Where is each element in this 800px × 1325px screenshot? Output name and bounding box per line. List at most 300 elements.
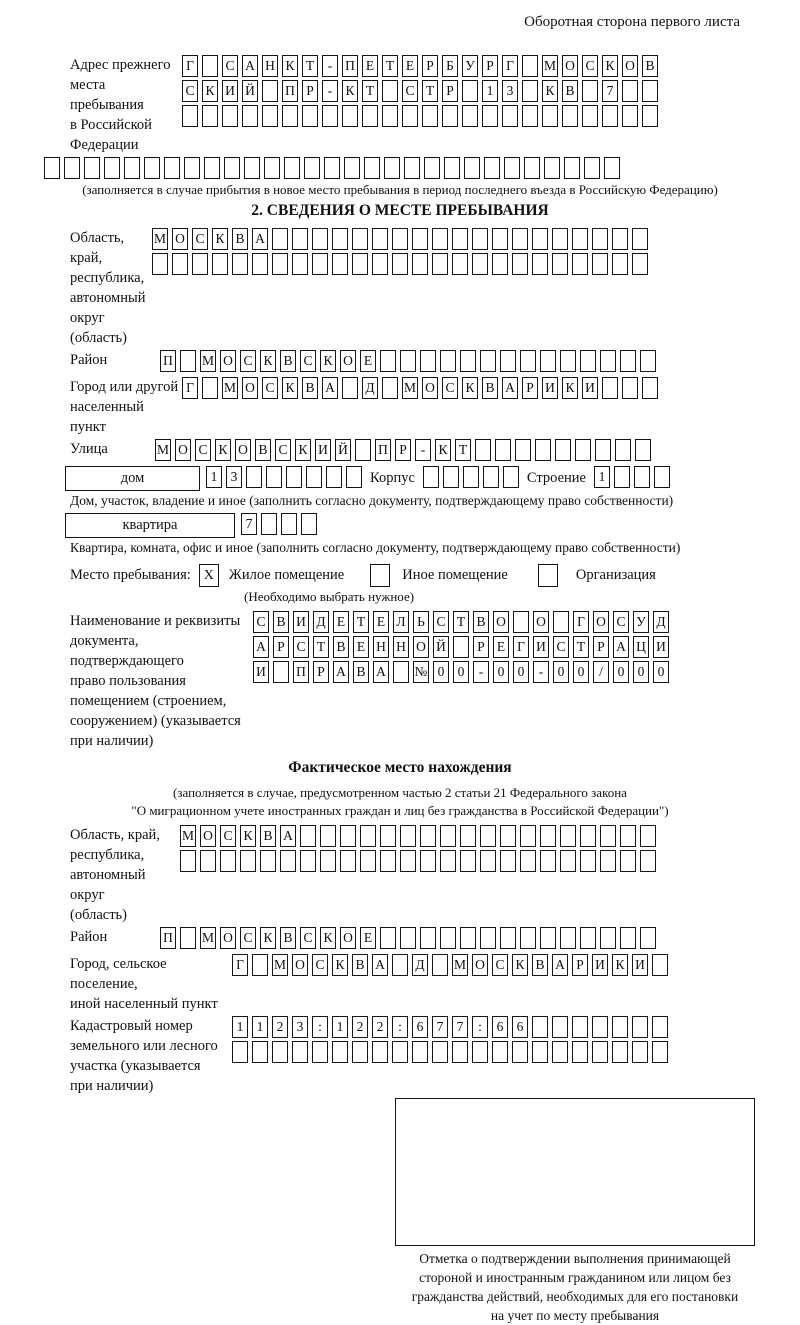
char-cell[interactable]: И: [542, 377, 558, 399]
char-cell[interactable]: [475, 439, 491, 461]
char-cell[interactable]: [555, 439, 571, 461]
char-cell[interactable]: [346, 466, 362, 488]
char-cell[interactable]: [562, 105, 578, 127]
char-cell[interactable]: [393, 661, 409, 683]
char-cell[interactable]: [312, 1041, 328, 1063]
char-cell[interactable]: [440, 825, 456, 847]
char-cell[interactable]: Р: [273, 636, 289, 658]
char-cell[interactable]: К: [512, 954, 528, 976]
char-cell[interactable]: С: [182, 80, 198, 102]
char-cell[interactable]: [320, 850, 336, 872]
char-cell[interactable]: [400, 350, 416, 372]
char-cell[interactable]: О: [533, 611, 549, 633]
char-cell[interactable]: [260, 850, 276, 872]
char-cell[interactable]: Д: [653, 611, 669, 633]
char-cell[interactable]: [202, 105, 218, 127]
char-cell[interactable]: Г: [232, 954, 248, 976]
char-cell[interactable]: [382, 377, 398, 399]
char-cell[interactable]: К: [282, 55, 298, 77]
char-cell[interactable]: И: [533, 636, 549, 658]
char-cell[interactable]: [362, 105, 378, 127]
char-cell[interactable]: С: [312, 954, 328, 976]
char-cell[interactable]: О: [220, 350, 236, 372]
char-cell[interactable]: [552, 1016, 568, 1038]
char-cell[interactable]: [272, 1041, 288, 1063]
char-cell[interactable]: [392, 253, 408, 275]
char-cell[interactable]: [604, 157, 620, 179]
char-cell[interactable]: [200, 850, 216, 872]
char-cell[interactable]: [500, 825, 516, 847]
char-cell[interactable]: В: [352, 954, 368, 976]
char-cell[interactable]: [522, 80, 538, 102]
char-cell[interactable]: [552, 228, 568, 250]
char-cell[interactable]: [480, 927, 496, 949]
char-cell[interactable]: [540, 350, 556, 372]
char-cell[interactable]: Р: [422, 55, 438, 77]
char-cell[interactable]: А: [372, 954, 388, 976]
char-cell[interactable]: Т: [382, 55, 398, 77]
char-cell[interactable]: [261, 513, 277, 535]
char-cell[interactable]: /: [593, 661, 609, 683]
char-cell[interactable]: [612, 253, 628, 275]
char-cell[interactable]: :: [472, 1016, 488, 1038]
char-cell[interactable]: [460, 927, 476, 949]
char-cell[interactable]: Т: [573, 636, 589, 658]
char-cell[interactable]: 7: [241, 513, 257, 535]
char-cell[interactable]: О: [493, 611, 509, 633]
char-cell[interactable]: [532, 228, 548, 250]
char-cell[interactable]: 2: [272, 1016, 288, 1038]
char-cell[interactable]: А: [253, 636, 269, 658]
char-cell[interactable]: [472, 253, 488, 275]
char-cell[interactable]: [553, 611, 569, 633]
char-cell[interactable]: В: [353, 661, 369, 683]
char-cell[interactable]: Ц: [633, 636, 649, 658]
char-cell[interactable]: С: [433, 611, 449, 633]
char-cell[interactable]: В: [255, 439, 271, 461]
char-cell[interactable]: К: [462, 377, 478, 399]
char-cell[interactable]: [472, 228, 488, 250]
char-cell[interactable]: [602, 105, 618, 127]
char-cell[interactable]: 0: [573, 661, 589, 683]
char-cell[interactable]: [384, 157, 400, 179]
char-cell[interactable]: [272, 228, 288, 250]
char-cell[interactable]: [460, 350, 476, 372]
char-cell[interactable]: [244, 157, 260, 179]
char-cell[interactable]: [544, 157, 560, 179]
char-cell[interactable]: [503, 466, 519, 488]
char-cell[interactable]: Т: [353, 611, 369, 633]
char-cell[interactable]: [640, 927, 656, 949]
char-cell[interactable]: Й: [335, 439, 351, 461]
char-cell[interactable]: Ь: [413, 611, 429, 633]
char-cell[interactable]: Е: [333, 611, 349, 633]
char-cell[interactable]: Н: [262, 55, 278, 77]
char-cell[interactable]: [642, 377, 658, 399]
char-cell[interactable]: [380, 850, 396, 872]
char-cell[interactable]: [144, 157, 160, 179]
char-cell[interactable]: [392, 1041, 408, 1063]
char-cell[interactable]: О: [472, 954, 488, 976]
char-cell[interactable]: М: [155, 439, 171, 461]
char-cell[interactable]: [432, 954, 448, 976]
char-cell[interactable]: Е: [353, 636, 369, 658]
char-cell[interactable]: [164, 157, 180, 179]
char-cell[interactable]: К: [612, 954, 628, 976]
char-cell[interactable]: Е: [362, 55, 378, 77]
char-cell[interactable]: 0: [493, 661, 509, 683]
char-cell[interactable]: С: [220, 825, 236, 847]
char-cell[interactable]: [44, 157, 60, 179]
char-cell[interactable]: [180, 850, 196, 872]
char-cell[interactable]: А: [502, 377, 518, 399]
char-cell[interactable]: Е: [402, 55, 418, 77]
char-cell[interactable]: 0: [513, 661, 529, 683]
char-cell[interactable]: [312, 253, 328, 275]
char-cell[interactable]: [560, 825, 576, 847]
char-cell[interactable]: [635, 439, 651, 461]
char-cell[interactable]: Р: [313, 661, 329, 683]
char-cell[interactable]: [600, 927, 616, 949]
char-cell[interactable]: С: [222, 55, 238, 77]
char-cell[interactable]: Р: [593, 636, 609, 658]
char-cell[interactable]: -: [322, 80, 338, 102]
char-cell[interactable]: [440, 850, 456, 872]
char-cell[interactable]: [453, 636, 469, 658]
char-cell[interactable]: К: [215, 439, 231, 461]
char-cell[interactable]: О: [340, 927, 356, 949]
char-cell[interactable]: М: [152, 228, 168, 250]
char-cell[interactable]: [492, 253, 508, 275]
char-cell[interactable]: В: [333, 636, 349, 658]
char-cell[interactable]: [632, 253, 648, 275]
char-cell[interactable]: [540, 825, 556, 847]
char-cell[interactable]: [592, 253, 608, 275]
char-cell[interactable]: М: [542, 55, 558, 77]
char-cell[interactable]: 1: [252, 1016, 268, 1038]
char-cell[interactable]: [440, 927, 456, 949]
char-cell[interactable]: И: [315, 439, 331, 461]
char-cell[interactable]: [652, 954, 668, 976]
char-cell[interactable]: [380, 350, 396, 372]
char-cell[interactable]: [642, 105, 658, 127]
char-cell[interactable]: [352, 1041, 368, 1063]
char-cell[interactable]: Н: [373, 636, 389, 658]
char-cell[interactable]: [332, 1041, 348, 1063]
char-cell[interactable]: 6: [512, 1016, 528, 1038]
char-cell[interactable]: Р: [482, 55, 498, 77]
char-cell[interactable]: С: [192, 228, 208, 250]
char-cell[interactable]: [420, 850, 436, 872]
char-cell[interactable]: [532, 253, 548, 275]
char-cell[interactable]: 6: [492, 1016, 508, 1038]
char-cell[interactable]: [400, 927, 416, 949]
char-cell[interactable]: И: [222, 80, 238, 102]
char-cell[interactable]: [580, 850, 596, 872]
char-cell[interactable]: Р: [522, 377, 538, 399]
char-cell[interactable]: [420, 927, 436, 949]
char-cell[interactable]: [212, 253, 228, 275]
char-cell[interactable]: [582, 105, 598, 127]
char-cell[interactable]: А: [242, 55, 258, 77]
char-cell[interactable]: П: [282, 80, 298, 102]
char-cell[interactable]: Р: [572, 954, 588, 976]
char-cell[interactable]: Г: [513, 636, 529, 658]
char-cell[interactable]: Б: [442, 55, 458, 77]
char-cell[interactable]: Т: [313, 636, 329, 658]
char-cell[interactable]: М: [452, 954, 468, 976]
char-cell[interactable]: [320, 825, 336, 847]
char-cell[interactable]: №: [413, 661, 429, 683]
char-cell[interactable]: [380, 927, 396, 949]
char-cell[interactable]: И: [592, 954, 608, 976]
char-cell[interactable]: [622, 377, 638, 399]
char-cell[interactable]: С: [402, 80, 418, 102]
char-cell[interactable]: С: [240, 927, 256, 949]
char-cell[interactable]: К: [320, 927, 336, 949]
char-cell[interactable]: П: [375, 439, 391, 461]
char-cell[interactable]: В: [532, 954, 548, 976]
char-cell[interactable]: [392, 954, 408, 976]
char-cell[interactable]: [432, 228, 448, 250]
char-cell[interactable]: [515, 439, 531, 461]
char-cell[interactable]: У: [633, 611, 649, 633]
char-cell[interactable]: [580, 825, 596, 847]
char-cell[interactable]: [292, 253, 308, 275]
char-cell[interactable]: [632, 1016, 648, 1038]
char-cell[interactable]: [460, 825, 476, 847]
char-cell[interactable]: С: [613, 611, 629, 633]
char-cell[interactable]: [124, 157, 140, 179]
char-cell[interactable]: [302, 105, 318, 127]
char-cell[interactable]: [262, 105, 278, 127]
char-cell[interactable]: [180, 350, 196, 372]
char-cell[interactable]: С: [240, 350, 256, 372]
char-cell[interactable]: Й: [433, 636, 449, 658]
char-cell[interactable]: 7: [432, 1016, 448, 1038]
char-cell[interactable]: [540, 927, 556, 949]
char-cell[interactable]: Д: [313, 611, 329, 633]
char-cell[interactable]: [502, 105, 518, 127]
char-cell[interactable]: [202, 55, 218, 77]
char-cell[interactable]: И: [253, 661, 269, 683]
char-cell[interactable]: К: [295, 439, 311, 461]
char-cell[interactable]: [572, 1016, 588, 1038]
char-cell[interactable]: [432, 1041, 448, 1063]
char-cell[interactable]: [495, 439, 511, 461]
char-cell[interactable]: [180, 927, 196, 949]
char-cell[interactable]: [272, 253, 288, 275]
char-cell[interactable]: [322, 105, 338, 127]
char-cell[interactable]: [342, 105, 358, 127]
char-cell[interactable]: [472, 1041, 488, 1063]
char-cell[interactable]: 0: [613, 661, 629, 683]
char-cell[interactable]: 6: [412, 1016, 428, 1038]
checkbox-residential[interactable]: X: [199, 564, 219, 587]
char-cell[interactable]: Г: [502, 55, 518, 77]
char-cell[interactable]: К: [202, 80, 218, 102]
char-cell[interactable]: 1: [332, 1016, 348, 1038]
char-cell[interactable]: [440, 350, 456, 372]
char-cell[interactable]: [560, 850, 576, 872]
char-cell[interactable]: Д: [412, 954, 428, 976]
char-cell[interactable]: О: [235, 439, 251, 461]
char-cell[interactable]: Г: [182, 377, 198, 399]
char-cell[interactable]: :: [392, 1016, 408, 1038]
char-cell[interactable]: -: [415, 439, 431, 461]
char-cell[interactable]: [292, 228, 308, 250]
char-cell[interactable]: К: [602, 55, 618, 77]
char-cell[interactable]: М: [200, 350, 216, 372]
char-cell[interactable]: И: [293, 611, 309, 633]
char-cell[interactable]: [462, 80, 478, 102]
char-cell[interactable]: [483, 466, 499, 488]
char-cell[interactable]: Р: [473, 636, 489, 658]
char-cell[interactable]: [620, 825, 636, 847]
char-cell[interactable]: О: [593, 611, 609, 633]
char-cell[interactable]: [301, 513, 317, 535]
char-cell[interactable]: [540, 850, 556, 872]
char-cell[interactable]: О: [242, 377, 258, 399]
char-cell[interactable]: [482, 105, 498, 127]
char-cell[interactable]: А: [552, 954, 568, 976]
char-cell[interactable]: [304, 157, 320, 179]
char-cell[interactable]: [620, 927, 636, 949]
char-cell[interactable]: 0: [633, 661, 649, 683]
char-cell[interactable]: -: [322, 55, 338, 77]
char-cell[interactable]: К: [260, 927, 276, 949]
char-cell[interactable]: [422, 105, 438, 127]
char-cell[interactable]: [400, 825, 416, 847]
char-cell[interactable]: И: [653, 636, 669, 658]
char-cell[interactable]: [412, 228, 428, 250]
char-cell[interactable]: [332, 253, 348, 275]
char-cell[interactable]: [392, 228, 408, 250]
char-cell[interactable]: [104, 157, 120, 179]
char-cell[interactable]: К: [260, 350, 276, 372]
char-cell[interactable]: С: [275, 439, 291, 461]
char-cell[interactable]: [460, 850, 476, 872]
char-cell[interactable]: [182, 105, 198, 127]
char-cell[interactable]: В: [302, 377, 318, 399]
char-cell[interactable]: 1: [594, 466, 610, 488]
char-cell[interactable]: Е: [493, 636, 509, 658]
char-cell[interactable]: Е: [360, 927, 376, 949]
char-cell[interactable]: [520, 825, 536, 847]
char-cell[interactable]: [184, 157, 200, 179]
char-cell[interactable]: 3: [226, 466, 242, 488]
char-cell[interactable]: [504, 157, 520, 179]
char-cell[interactable]: [284, 157, 300, 179]
char-cell[interactable]: [640, 350, 656, 372]
char-cell[interactable]: В: [562, 80, 578, 102]
char-cell[interactable]: [520, 927, 536, 949]
char-cell[interactable]: [444, 157, 460, 179]
char-cell[interactable]: С: [300, 350, 316, 372]
checkbox-other-premises[interactable]: [370, 564, 390, 587]
char-cell[interactable]: [620, 850, 636, 872]
char-cell[interactable]: И: [582, 377, 598, 399]
char-cell[interactable]: Р: [395, 439, 411, 461]
char-cell[interactable]: [232, 1041, 248, 1063]
char-cell[interactable]: О: [562, 55, 578, 77]
char-cell[interactable]: 1: [232, 1016, 248, 1038]
char-cell[interactable]: [364, 157, 380, 179]
char-cell[interactable]: [463, 466, 479, 488]
char-cell[interactable]: С: [300, 927, 316, 949]
char-cell[interactable]: [172, 253, 188, 275]
char-cell[interactable]: А: [613, 636, 629, 658]
char-cell[interactable]: Е: [373, 611, 389, 633]
char-cell[interactable]: [220, 850, 236, 872]
char-cell[interactable]: [326, 466, 342, 488]
char-cell[interactable]: [652, 1041, 668, 1063]
char-cell[interactable]: М: [272, 954, 288, 976]
char-cell[interactable]: С: [492, 954, 508, 976]
char-cell[interactable]: [423, 466, 439, 488]
char-cell[interactable]: [615, 439, 631, 461]
char-cell[interactable]: [281, 513, 297, 535]
char-cell[interactable]: [282, 105, 298, 127]
char-cell[interactable]: С: [253, 611, 269, 633]
char-cell[interactable]: П: [342, 55, 358, 77]
char-cell[interactable]: 7: [602, 80, 618, 102]
char-cell[interactable]: К: [282, 377, 298, 399]
char-cell[interactable]: [592, 228, 608, 250]
char-cell[interactable]: [344, 157, 360, 179]
char-cell[interactable]: В: [260, 825, 276, 847]
char-cell[interactable]: К: [342, 80, 358, 102]
char-cell[interactable]: [412, 253, 428, 275]
char-cell[interactable]: [622, 105, 638, 127]
char-cell[interactable]: [620, 350, 636, 372]
char-cell[interactable]: В: [280, 927, 296, 949]
char-cell[interactable]: [552, 1041, 568, 1063]
char-cell[interactable]: [652, 1016, 668, 1038]
char-cell[interactable]: А: [333, 661, 349, 683]
char-cell[interactable]: 2: [352, 1016, 368, 1038]
char-cell[interactable]: [266, 466, 282, 488]
char-cell[interactable]: К: [212, 228, 228, 250]
char-cell[interactable]: 0: [433, 661, 449, 683]
char-cell[interactable]: [532, 1016, 548, 1038]
char-cell[interactable]: Р: [302, 80, 318, 102]
char-cell[interactable]: [264, 157, 280, 179]
char-cell[interactable]: [480, 850, 496, 872]
char-cell[interactable]: [600, 825, 616, 847]
char-cell[interactable]: О: [172, 228, 188, 250]
char-cell[interactable]: [560, 350, 576, 372]
char-cell[interactable]: [535, 439, 551, 461]
char-cell[interactable]: С: [262, 377, 278, 399]
char-cell[interactable]: [262, 80, 278, 102]
char-cell[interactable]: [372, 1041, 388, 1063]
char-cell[interactable]: Л: [393, 611, 409, 633]
char-cell[interactable]: [355, 439, 371, 461]
char-cell[interactable]: К: [332, 954, 348, 976]
char-cell[interactable]: В: [482, 377, 498, 399]
char-cell[interactable]: [492, 1041, 508, 1063]
char-cell[interactable]: [372, 228, 388, 250]
char-cell[interactable]: [424, 157, 440, 179]
char-cell[interactable]: [286, 466, 302, 488]
checkbox-organization[interactable]: [538, 564, 558, 587]
char-cell[interactable]: [602, 377, 618, 399]
char-cell[interactable]: [522, 55, 538, 77]
char-cell[interactable]: [300, 850, 316, 872]
char-cell[interactable]: [484, 157, 500, 179]
char-cell[interactable]: [632, 228, 648, 250]
